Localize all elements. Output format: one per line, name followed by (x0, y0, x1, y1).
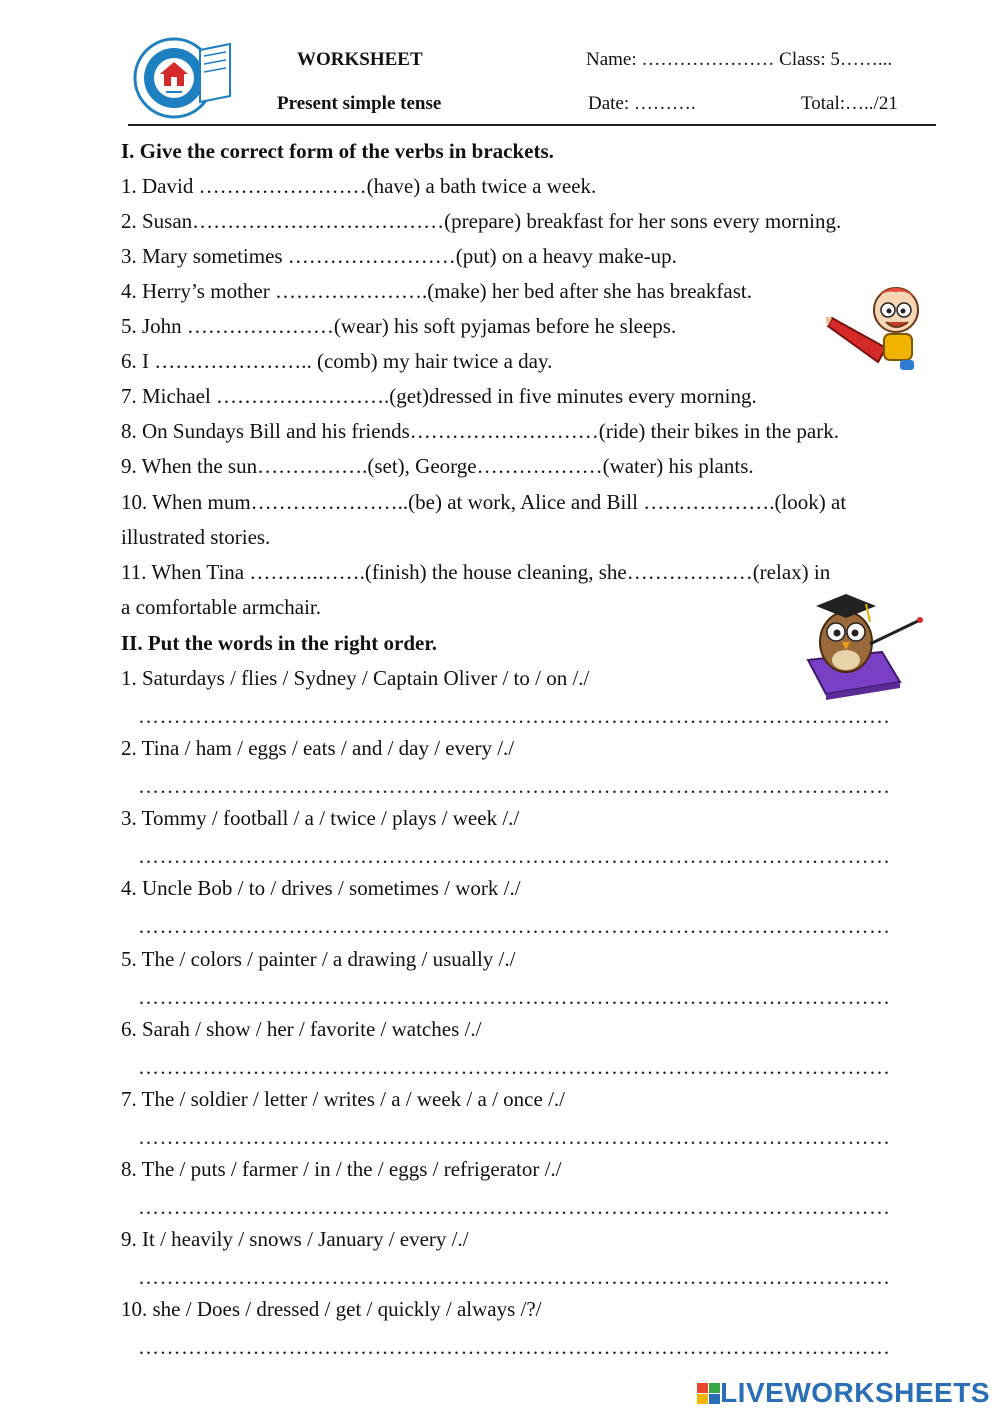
reorder-item: 2. Tina / ham / eggs / eats / and / day / every /./ (121, 736, 515, 760)
exercise-line[interactable]: 4. Herry’s mother ………………….(make) her bed after she has breakfast. (121, 279, 752, 303)
liveworksheets-brand[interactable]: LIVEWORKSHEETS (720, 1377, 990, 1408)
exercise-line-continuation: a comfortable armchair. (121, 595, 321, 619)
exercise-line[interactable]: 1. David ……………………(have) a bath twice a week. (121, 174, 597, 198)
reorder-item: 10. she / Does / dressed / get / quickly / always /?/ (121, 1297, 542, 1321)
answer-line[interactable]: …………………………………………………………………………………………… (138, 914, 891, 938)
worksheet-subtitle: Present simple tense (277, 93, 442, 114)
liveworksheets-logo-icon (697, 1383, 721, 1405)
answer-line[interactable]: …………………………………………………………………………………………… (138, 1055, 891, 1079)
exercise-line[interactable]: 3. Mary sometimes ……………………(put) on a heavy make-up. (121, 244, 677, 268)
reorder-item: 3. Tommy / football / a / twice / plays / week /./ (121, 806, 520, 830)
answer-line[interactable]: …………………………………………………………………………………………… (138, 844, 891, 868)
exercise-line-continuation: illustrated stories. (121, 525, 271, 549)
kid-pencil-clipart (826, 276, 922, 374)
answer-line[interactable]: …………………………………………………………………………………………… (138, 1265, 891, 1289)
reorder-item: 1. Saturdays / flies / Sydney / Captain Oliver / to / on /./ (121, 666, 590, 690)
exercise-line[interactable]: 5. John …………………(wear) his soft pyjamas before he sleeps. (121, 314, 677, 338)
section2-heading: II. Put the words in the right order. (121, 631, 437, 655)
owl-book-clipart (802, 590, 924, 700)
header-divider (128, 124, 936, 126)
reorder-item: 6. Sarah / show / her / favorite / watches /./ (121, 1017, 482, 1041)
exercise-line[interactable]: 6. I ………………….. (comb) my hair twice a day. (121, 349, 553, 373)
total-field: Total:…../21 (801, 93, 898, 114)
answer-line[interactable]: …………………………………………………………………………………………… (138, 985, 891, 1009)
worksheet-title: WORKSHEET (297, 49, 423, 70)
answer-line[interactable]: …………………………………………………………………………………………… (138, 1335, 891, 1359)
answer-line[interactable]: …………………………………………………………………………………………… (138, 704, 891, 728)
answer-line[interactable]: …………………………………………………………………………………………… (138, 1195, 891, 1219)
school-logo (130, 36, 234, 122)
reorder-item: 4. Uncle Bob / to / drives / sometimes / work /./ (121, 876, 521, 900)
section1-heading: I. Give the correct form of the verbs in brackets. (121, 139, 554, 163)
exercise-line[interactable]: 7. Michael …………………….(get)dressed in five minutes every morning. (121, 384, 757, 408)
reorder-item: 5. The / colors / painter / a drawing / usually /./ (121, 947, 516, 971)
date-field[interactable]: Date: ………. (588, 93, 696, 114)
answer-line[interactable]: …………………………………………………………………………………………… (138, 1125, 891, 1149)
answer-line[interactable]: …………………………………………………………………………………………… (138, 774, 891, 798)
name-class-field[interactable]: Name: ………………… Class: 5……... (586, 49, 893, 70)
reorder-item: 9. It / heavily / snows / January / every /./ (121, 1227, 469, 1251)
reorder-item: 8. The / puts / farmer / in / the / eggs / refrigerator /./ (121, 1157, 562, 1181)
exercise-line[interactable]: 10. When mum…………………..(be) at work, Alice and Bill ……………….(look) at (121, 490, 847, 514)
exercise-line[interactable]: 9. When the sun…………….(set), George………………(water) his plants. (121, 454, 754, 478)
exercise-line[interactable]: 2. Susan………………………………(prepare) breakfast for her sons every morning. (121, 209, 842, 233)
reorder-item: 7. The / soldier / letter / writes / a / week / a / once /./ (121, 1087, 565, 1111)
exercise-line[interactable]: 8. On Sundays Bill and his friends………………………(ride) their bikes in the park. (121, 419, 839, 443)
exercise-line[interactable]: 11. When Tina ……….…….(finish) the house cleaning, she………………(relax) in (121, 560, 831, 584)
